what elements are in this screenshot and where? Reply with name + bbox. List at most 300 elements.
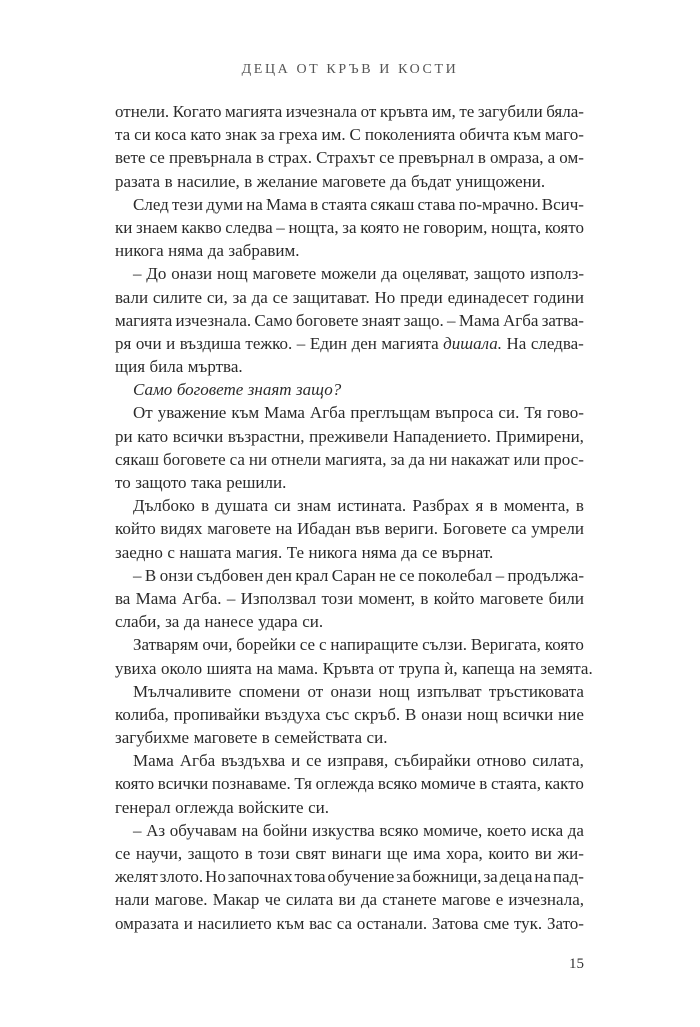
text-line xyxy=(115,610,584,633)
text-line xyxy=(115,494,584,517)
word: всяко xyxy=(379,820,419,840)
word: унищожени. xyxy=(455,171,546,191)
word: истината. xyxy=(337,496,407,516)
word: си. xyxy=(308,797,330,817)
word: Затварям xyxy=(133,635,199,655)
word: обучавам xyxy=(169,820,237,840)
word: Мама xyxy=(458,310,500,330)
word: защо? xyxy=(296,380,342,400)
word: думи xyxy=(206,194,243,214)
word: боговете xyxy=(162,449,226,469)
word: на xyxy=(275,519,293,539)
word: се xyxy=(299,635,316,655)
word: маговете xyxy=(193,728,258,748)
word: и xyxy=(183,913,193,933)
word: не xyxy=(402,217,420,237)
word: си xyxy=(134,125,151,145)
text-line xyxy=(115,517,584,540)
word: свят xyxy=(295,844,326,863)
word: бъдат xyxy=(411,171,452,191)
word: на xyxy=(241,820,259,840)
word: омразата xyxy=(115,913,179,933)
word: магове. xyxy=(154,890,208,910)
word: превърнал xyxy=(398,148,474,168)
word: удара xyxy=(258,612,298,632)
word: в xyxy=(489,496,498,516)
text-line xyxy=(115,100,584,123)
text-line xyxy=(115,332,584,355)
word: крал xyxy=(295,565,329,585)
word: познаваме. xyxy=(211,774,291,794)
word: магията xyxy=(381,333,439,353)
word: никога xyxy=(115,241,164,261)
word: страх. xyxy=(268,148,313,168)
word: оглежда xyxy=(315,774,375,794)
word: няма xyxy=(361,542,397,562)
word: Но xyxy=(205,867,226,887)
text-line xyxy=(115,749,584,772)
text-line xyxy=(115,239,584,262)
word: знаят xyxy=(361,310,401,330)
word: за xyxy=(390,449,405,469)
word: отнели xyxy=(271,449,321,469)
word: видях xyxy=(160,519,203,539)
word: вете xyxy=(115,148,146,168)
text-line xyxy=(115,703,584,726)
word: онази xyxy=(421,704,463,724)
word: вериги. xyxy=(384,519,439,539)
word: загубихме xyxy=(115,728,190,748)
word: си. xyxy=(302,612,324,632)
word: са xyxy=(511,519,527,539)
word: преживели xyxy=(309,426,389,446)
word: заедно xyxy=(115,542,163,562)
word: изпълват xyxy=(417,681,482,701)
word: използ- xyxy=(529,264,584,284)
word: знаем xyxy=(136,217,178,237)
word: колиба, xyxy=(115,704,169,724)
word: ще xyxy=(387,844,408,863)
word: Боговете xyxy=(442,519,507,539)
word: се xyxy=(149,148,165,168)
word: отново xyxy=(476,751,527,771)
word: като xyxy=(137,426,169,446)
word: маговете xyxy=(322,171,386,191)
word: да xyxy=(381,264,398,284)
word: магове xyxy=(441,890,491,910)
word: в xyxy=(261,728,270,748)
word: те xyxy=(459,102,475,121)
word: – xyxy=(296,333,306,353)
word: така xyxy=(191,473,222,492)
word: въздъхва xyxy=(221,751,286,771)
word: да xyxy=(401,542,418,562)
word: пад- xyxy=(552,867,584,887)
word: маговете xyxy=(479,588,544,608)
word: към xyxy=(513,125,542,145)
word: събирайки xyxy=(394,751,471,771)
word: нашата xyxy=(179,542,232,562)
word: защитават. xyxy=(292,287,370,307)
word: От xyxy=(133,403,153,423)
word: да xyxy=(251,287,268,307)
text-line xyxy=(115,657,593,680)
word: можели xyxy=(320,264,377,284)
text-line xyxy=(115,448,584,471)
text-line xyxy=(115,564,584,587)
word: или xyxy=(513,449,541,469)
word: всяко xyxy=(377,774,418,794)
text-line xyxy=(115,680,584,703)
word: силите xyxy=(152,287,203,307)
word: в xyxy=(477,148,486,168)
word: Веригата, xyxy=(470,635,541,655)
word: въздиша xyxy=(179,333,241,353)
text-line xyxy=(115,819,584,842)
word: бойни xyxy=(262,820,308,840)
word: им, xyxy=(431,102,456,121)
word: няма xyxy=(168,241,204,261)
word: възрастни, xyxy=(227,426,305,446)
word: за xyxy=(396,867,411,887)
word: Те xyxy=(286,542,305,562)
word: та xyxy=(115,125,131,145)
word: в xyxy=(479,774,488,794)
word: – xyxy=(447,310,456,330)
word: започнах xyxy=(227,867,293,887)
word: на xyxy=(256,658,273,678)
word: научи, xyxy=(135,844,183,863)
word: С xyxy=(349,125,361,145)
word: то xyxy=(115,473,131,492)
word: които xyxy=(488,844,530,863)
word: Агба xyxy=(179,751,216,771)
word: онзи xyxy=(159,565,194,585)
word: въздуха xyxy=(264,704,321,724)
word: нощ xyxy=(378,681,410,701)
word: останали. xyxy=(356,913,428,933)
text-line xyxy=(115,633,584,656)
word: магия. xyxy=(235,542,283,562)
word: в xyxy=(164,171,173,191)
word: изчезнала. xyxy=(175,310,252,330)
word: Тя xyxy=(294,774,312,794)
word: бяла- xyxy=(546,102,584,121)
word: всички xyxy=(502,704,554,724)
word: да xyxy=(567,820,584,840)
word: защото xyxy=(473,264,526,284)
word: След xyxy=(133,194,169,214)
word: за xyxy=(260,125,275,145)
word: се xyxy=(306,751,322,771)
text-line xyxy=(115,216,584,239)
word: затва- xyxy=(541,310,584,330)
word: скръб. xyxy=(354,704,401,724)
word: винаги xyxy=(331,844,382,863)
word: До xyxy=(146,264,167,284)
word: в xyxy=(255,148,264,168)
word: нали xyxy=(115,890,150,910)
word: преди xyxy=(400,287,443,307)
word: Агба. xyxy=(181,588,222,608)
word: което xyxy=(486,820,527,840)
word: решили. xyxy=(226,473,287,492)
word: във xyxy=(355,519,380,539)
word: ние xyxy=(558,704,584,724)
text-line xyxy=(115,425,584,448)
word: разата xyxy=(115,171,161,191)
word: я xyxy=(475,496,484,516)
word: вали xyxy=(115,287,149,307)
word: – xyxy=(226,588,236,608)
word: борейки xyxy=(236,635,296,655)
word: им. xyxy=(321,125,346,145)
word: сякаш xyxy=(370,194,415,214)
word: да xyxy=(360,890,378,910)
word: в xyxy=(244,171,253,191)
text-line xyxy=(115,912,584,935)
text-line xyxy=(115,865,584,888)
word: от xyxy=(378,658,395,678)
word: обичта xyxy=(459,125,510,145)
word: момиче xyxy=(420,774,476,794)
word: накажат xyxy=(451,449,510,469)
word: – xyxy=(133,565,142,585)
word: следва xyxy=(225,217,273,237)
word: насилие, xyxy=(177,171,240,191)
word: поколебал xyxy=(418,565,493,585)
word: деца xyxy=(499,867,533,887)
word: че xyxy=(264,890,281,910)
word: вас xyxy=(309,913,332,933)
word: Използвал xyxy=(240,588,317,608)
word: към xyxy=(231,403,260,423)
word: коса xyxy=(154,125,187,145)
word: Мама xyxy=(135,588,177,608)
word: изчезнала, xyxy=(508,890,584,910)
word: – xyxy=(495,565,505,585)
text-line xyxy=(115,193,584,216)
word: Само xyxy=(133,380,173,400)
word: с xyxy=(167,542,175,562)
word: по-мрачно. xyxy=(458,194,539,214)
word: Агба xyxy=(502,310,539,330)
word: на xyxy=(519,658,536,678)
word: Аз xyxy=(146,820,166,840)
word: говорим, xyxy=(423,217,488,237)
word: слаби, xyxy=(115,612,161,632)
word: нощта, xyxy=(491,217,542,237)
word: сме xyxy=(483,913,510,933)
text-line xyxy=(115,541,584,564)
word: Зато- xyxy=(546,913,584,933)
word: която xyxy=(544,217,584,237)
word: кръвта xyxy=(379,102,429,121)
text-line xyxy=(115,286,584,309)
word: оглежда xyxy=(175,797,234,817)
word: защото xyxy=(135,473,187,492)
word: преглъщам xyxy=(350,403,431,423)
word: тръстиковата xyxy=(488,681,584,701)
word: отнели. xyxy=(115,102,170,121)
word: като xyxy=(190,125,222,145)
word: магията xyxy=(225,102,283,121)
text-line xyxy=(115,471,584,494)
word: стаята, xyxy=(490,774,541,794)
word: да xyxy=(183,612,201,632)
word: е xyxy=(495,890,504,910)
word: Мълчаливите xyxy=(133,681,232,701)
word: ѝ, xyxy=(444,658,458,678)
body-text xyxy=(115,100,593,935)
word: Мама xyxy=(133,751,174,771)
word: не xyxy=(379,565,396,585)
word: хора, xyxy=(446,844,483,863)
word: знак xyxy=(225,125,257,145)
word: семействата xyxy=(274,728,363,748)
word: за xyxy=(232,287,247,307)
word: никога xyxy=(308,542,358,562)
word: боговете xyxy=(176,380,244,400)
word: злото. xyxy=(159,867,204,887)
text-line xyxy=(115,355,584,378)
word: уважение xyxy=(157,403,227,423)
word: нощ xyxy=(216,264,248,284)
word: а xyxy=(547,148,556,168)
word: – xyxy=(276,217,285,237)
word: продължа- xyxy=(507,565,584,585)
word: са xyxy=(336,913,353,933)
word: желание xyxy=(256,171,318,191)
word: знаят xyxy=(247,380,292,400)
word: Агба xyxy=(309,403,346,423)
word: изкуства xyxy=(312,820,375,840)
word: тук. xyxy=(513,913,543,933)
word: силата, xyxy=(532,751,584,771)
word: шията xyxy=(206,658,252,678)
word: момента, xyxy=(503,496,570,516)
word: На xyxy=(506,333,527,353)
page-number: 15 xyxy=(569,956,584,972)
word: магията, xyxy=(324,449,387,469)
word: този xyxy=(321,588,353,608)
word: всички xyxy=(157,774,209,794)
word: спомени xyxy=(238,681,301,701)
text-line xyxy=(115,262,584,285)
text-line xyxy=(115,123,584,146)
word: се xyxy=(399,565,415,585)
text-line xyxy=(115,378,584,401)
word: да xyxy=(207,241,224,261)
word: били xyxy=(548,588,584,608)
word: напиращите xyxy=(330,635,419,655)
word: от xyxy=(360,102,377,121)
word: става xyxy=(417,194,456,214)
word: момиче, xyxy=(423,820,483,840)
word: умрели xyxy=(531,519,584,539)
word: момент, xyxy=(358,588,416,608)
text-line xyxy=(115,587,584,610)
word: следва- xyxy=(530,333,584,353)
word: ни xyxy=(248,449,268,469)
word: има xyxy=(413,844,441,863)
word: ден xyxy=(351,333,377,353)
word: омраза, xyxy=(490,148,544,168)
word: тежко. xyxy=(245,333,293,353)
word: който xyxy=(433,588,475,608)
word: Ибадан xyxy=(297,519,351,539)
word: се xyxy=(421,542,438,562)
word: какво xyxy=(181,217,222,237)
word: за xyxy=(342,217,357,237)
word: ря xyxy=(115,333,132,353)
word: Кръвта xyxy=(322,658,375,678)
word: години xyxy=(533,287,584,307)
word: Само xyxy=(254,310,293,330)
word: мама. xyxy=(277,658,319,678)
text-line xyxy=(115,146,584,169)
word: единадесет xyxy=(447,287,529,307)
word: жи- xyxy=(557,844,584,863)
word: Страхът xyxy=(316,148,375,168)
word: В xyxy=(144,565,157,585)
word: загубили xyxy=(477,102,543,121)
word: боговете xyxy=(295,310,359,330)
word: ви xyxy=(534,844,552,863)
word: сълзи. xyxy=(422,635,468,655)
word: генерал xyxy=(115,797,171,817)
word: се xyxy=(115,844,131,863)
word: към xyxy=(276,913,305,933)
text-line xyxy=(115,796,584,819)
word: Всич- xyxy=(541,194,584,214)
word: дишала. xyxy=(443,333,502,353)
word: това xyxy=(294,867,326,887)
word: се xyxy=(272,287,288,307)
word: за xyxy=(483,867,498,887)
word: Когато xyxy=(172,102,222,121)
word: обучение xyxy=(327,867,395,887)
word: въпроса xyxy=(435,403,494,423)
word: пропивайки xyxy=(173,704,260,724)
word: маговете xyxy=(207,519,271,539)
word: който xyxy=(115,519,156,539)
word: си. xyxy=(498,403,520,423)
word: – xyxy=(133,264,142,284)
word: Макар xyxy=(212,890,260,910)
word: от xyxy=(307,681,324,701)
word: греха xyxy=(278,125,318,145)
text-line xyxy=(115,170,584,193)
word: в xyxy=(420,588,429,608)
word: с xyxy=(318,635,327,655)
word: увиха xyxy=(115,658,157,678)
word: Тя xyxy=(524,403,542,423)
word: нощта, xyxy=(288,217,339,237)
word: В xyxy=(405,704,417,724)
word: ва xyxy=(115,588,131,608)
word: защото xyxy=(187,844,240,863)
word: в xyxy=(244,844,253,863)
word: нанесе xyxy=(204,612,254,632)
word: сякаш xyxy=(115,449,160,469)
word: да xyxy=(408,449,425,469)
word: маговете xyxy=(252,264,317,284)
word: очи xyxy=(135,333,162,353)
text-line xyxy=(115,888,584,911)
word: си xyxy=(274,496,291,516)
word: се xyxy=(379,148,395,168)
